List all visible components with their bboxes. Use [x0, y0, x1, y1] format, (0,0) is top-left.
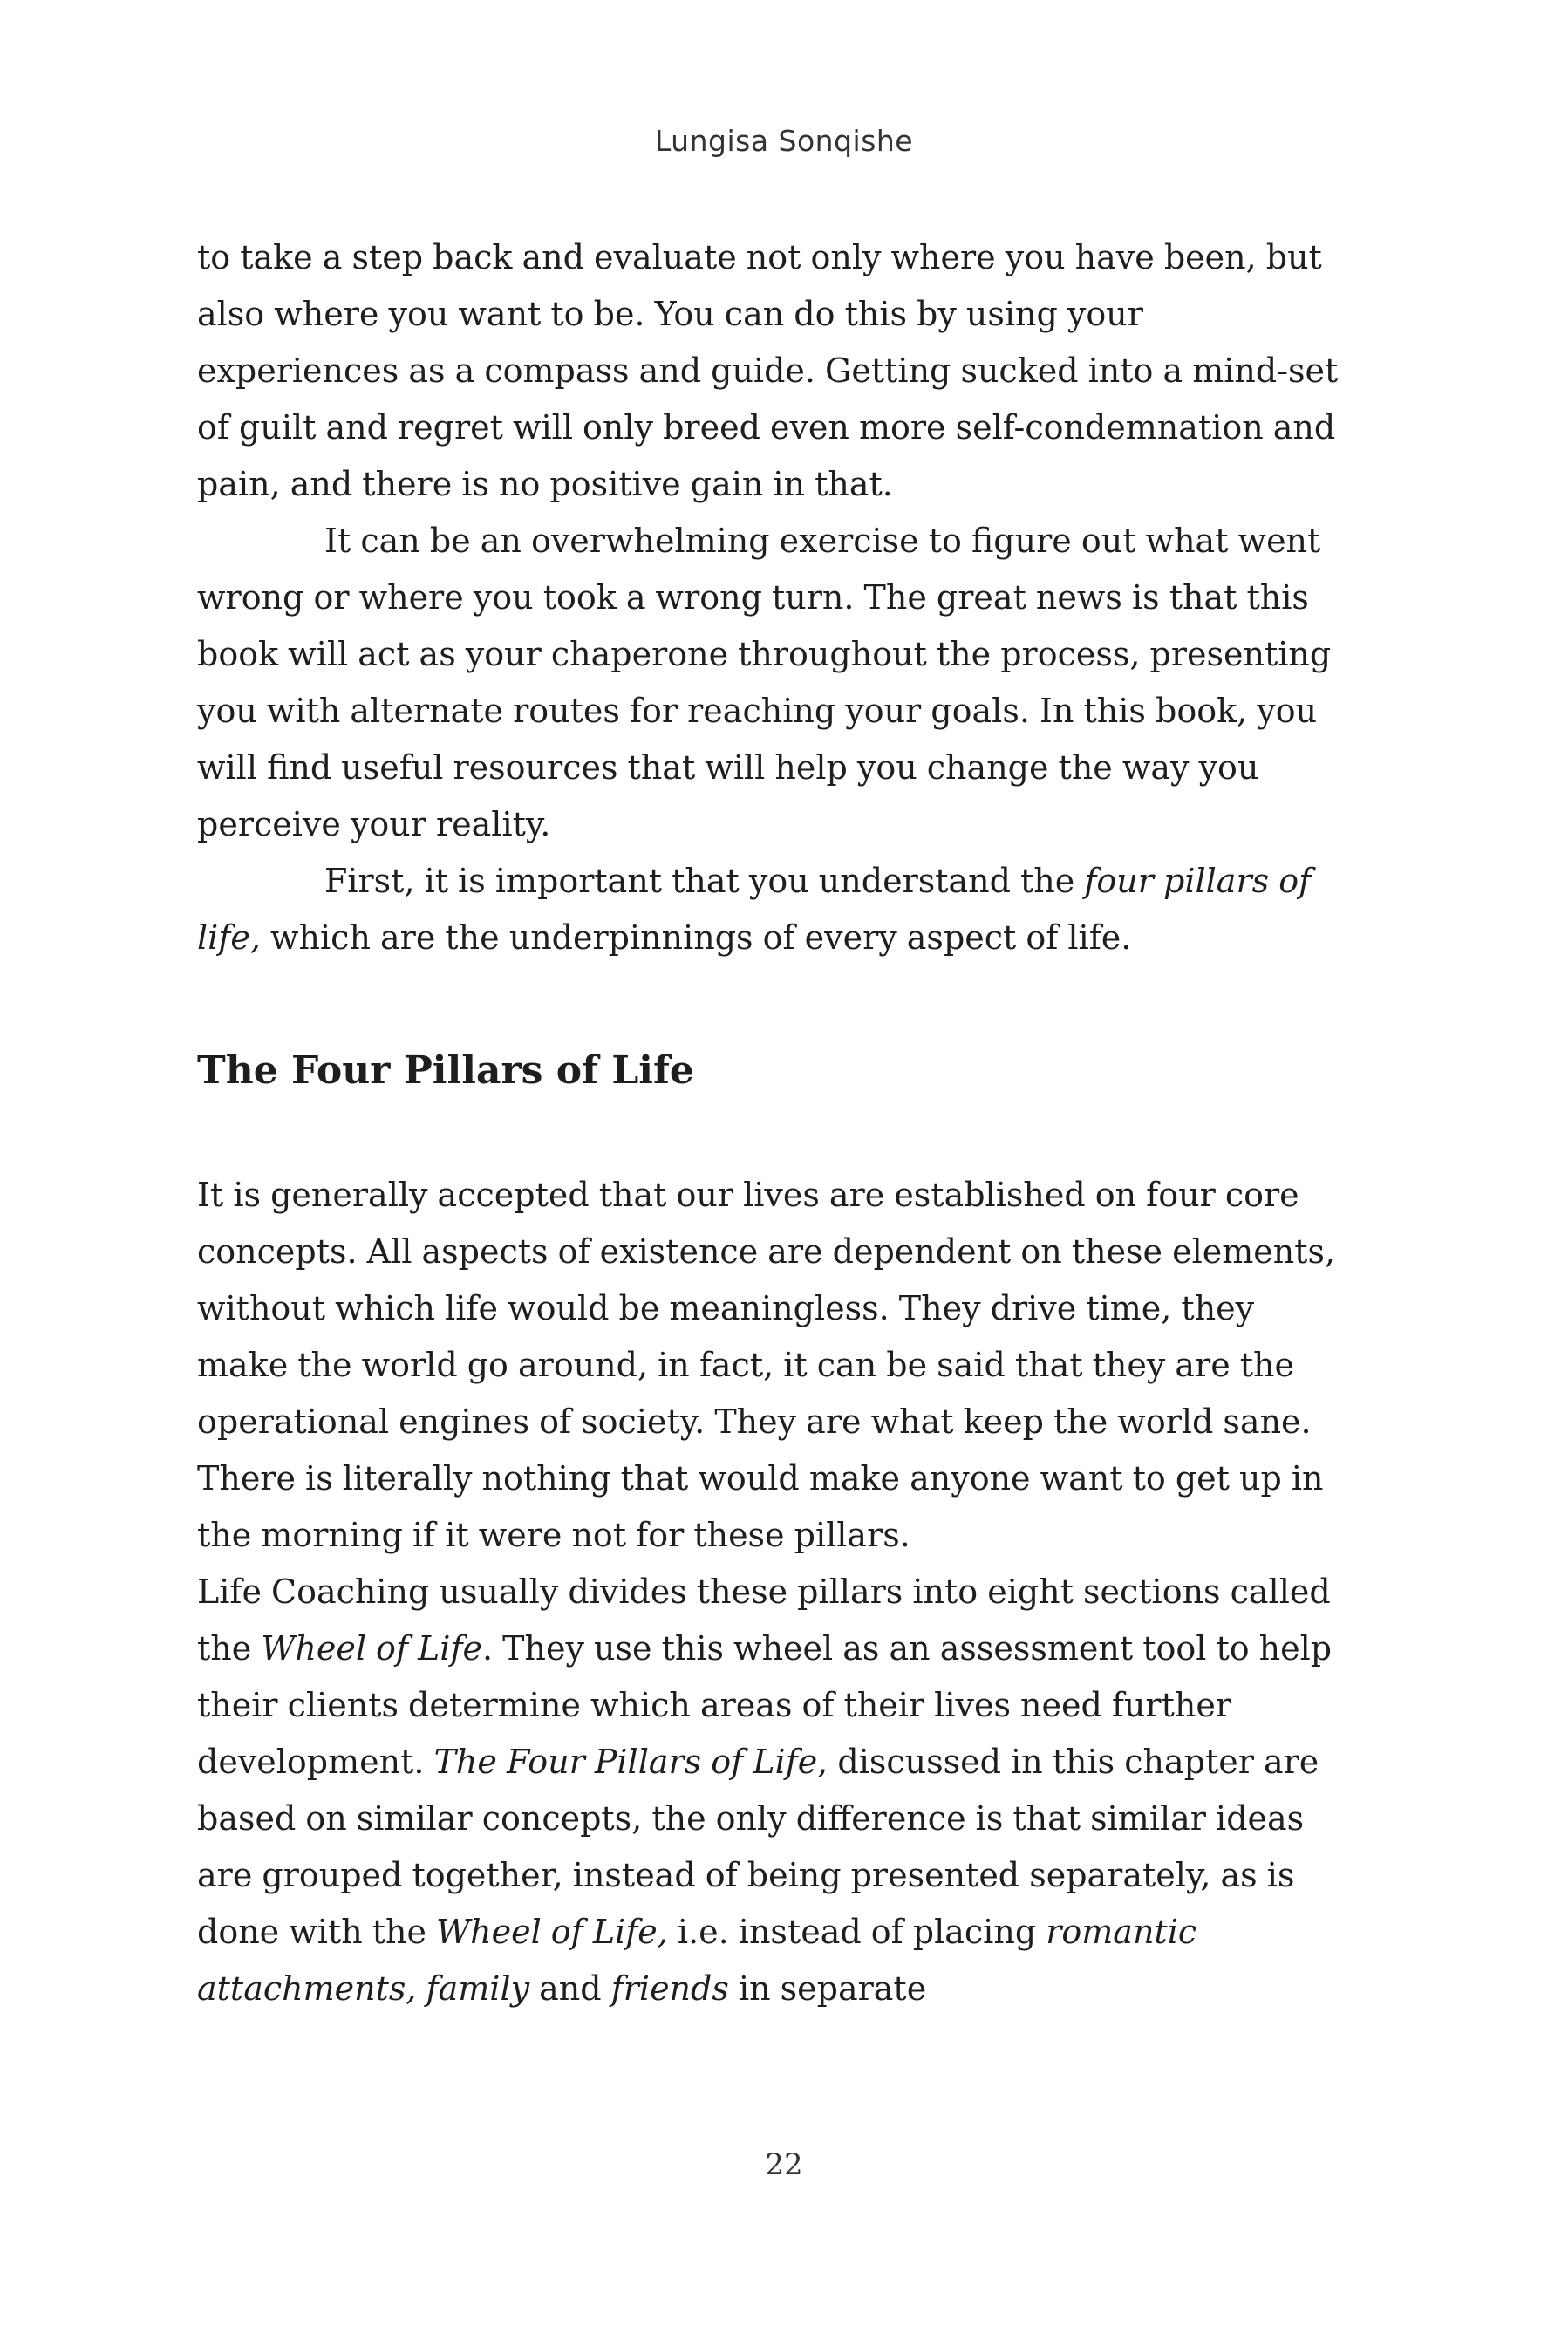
wheel-of-life-emphasis-2: Wheel of Life, — [436, 1913, 668, 1951]
section-paragraph-2-text-f: in separate — [728, 1969, 927, 2008]
intro-paragraph-3-text-end: which are the underpinnings of every aspect of life. — [260, 918, 1132, 957]
romantic-family-emphasis: romantic attachments, family — [197, 1913, 1197, 2008]
section-paragraph-1: It is generally accepted that our lives are established on four core concepts. All aspects of existence are dependent on these elements, without which life would be meaningless. They drive time, they make the world go around, in fact, it can be said that they are the operational engines of society. They are what keep the world sane. There is literally nothing that would make anyone want to get up in the morning if it were not for these pillars. — [197, 1176, 1336, 1554]
wheel-of-life-emphasis: Wheel of Life — [261, 1629, 483, 1668]
four-pillars-title-emphasis: The Four Pillars of Life — [433, 1743, 818, 1781]
friends-emphasis: friends — [610, 1969, 729, 2008]
section-paragraph-2-text-c: , discussed in this chapter are based on similar concepts, the only difference is that similar ideas are grouped together, instead of being presented separately, as is done with the — [197, 1743, 1319, 1951]
intro-paragraph-2: It can be an overwhelming exercise to figure out what went wrong or where you took a wrong turn. The great news is that this book will act as your chaperone throughout the process, presenting you with alternate routes for reaching your goals. In this book, you will find useful resources that will help you change the way you perceive your reality. — [197, 522, 1332, 843]
section-paragraph-2-text-d: i.e. instead of placing — [667, 1913, 1046, 1951]
section-paragraph-2-text-b: . They use this wheel as an assessment tool to help their clients determine which areas of their lives need further development. — [197, 1629, 1333, 1781]
section-paragraph-2-text-a: Life Coaching usually divides these pillars into eight sections called the — [197, 1573, 1331, 1668]
intro-paragraph-1: to take a step back and evaluate not only where you have been, but also where you want to be. You can do this by using your experiences as a compass and guide. Getting sucked into a mind-set of guilt and regret will only breed even more self-condemnation and pain, and there is no positive gain in that. — [197, 238, 1339, 503]
page-number: 22 — [765, 2147, 803, 2182]
intro-paragraph-3 — [197, 853, 1348, 966]
intro-paragraph-3-text: First, it is important that you understand the — [324, 862, 1085, 900]
running-header-author: Lungisa Sonqishe — [654, 124, 914, 158]
section-paragraph-2 — [197, 1564, 1348, 2017]
four-pillars-emphasis: four pillars of life, — [197, 862, 1312, 957]
section-heading: The Four Pillars of Life — [197, 1048, 694, 1093]
section-paragraph-2-text-e: and — [529, 1969, 611, 2008]
section-text-block — [197, 1167, 1348, 2017]
intro-text-block — [197, 229, 1348, 966]
